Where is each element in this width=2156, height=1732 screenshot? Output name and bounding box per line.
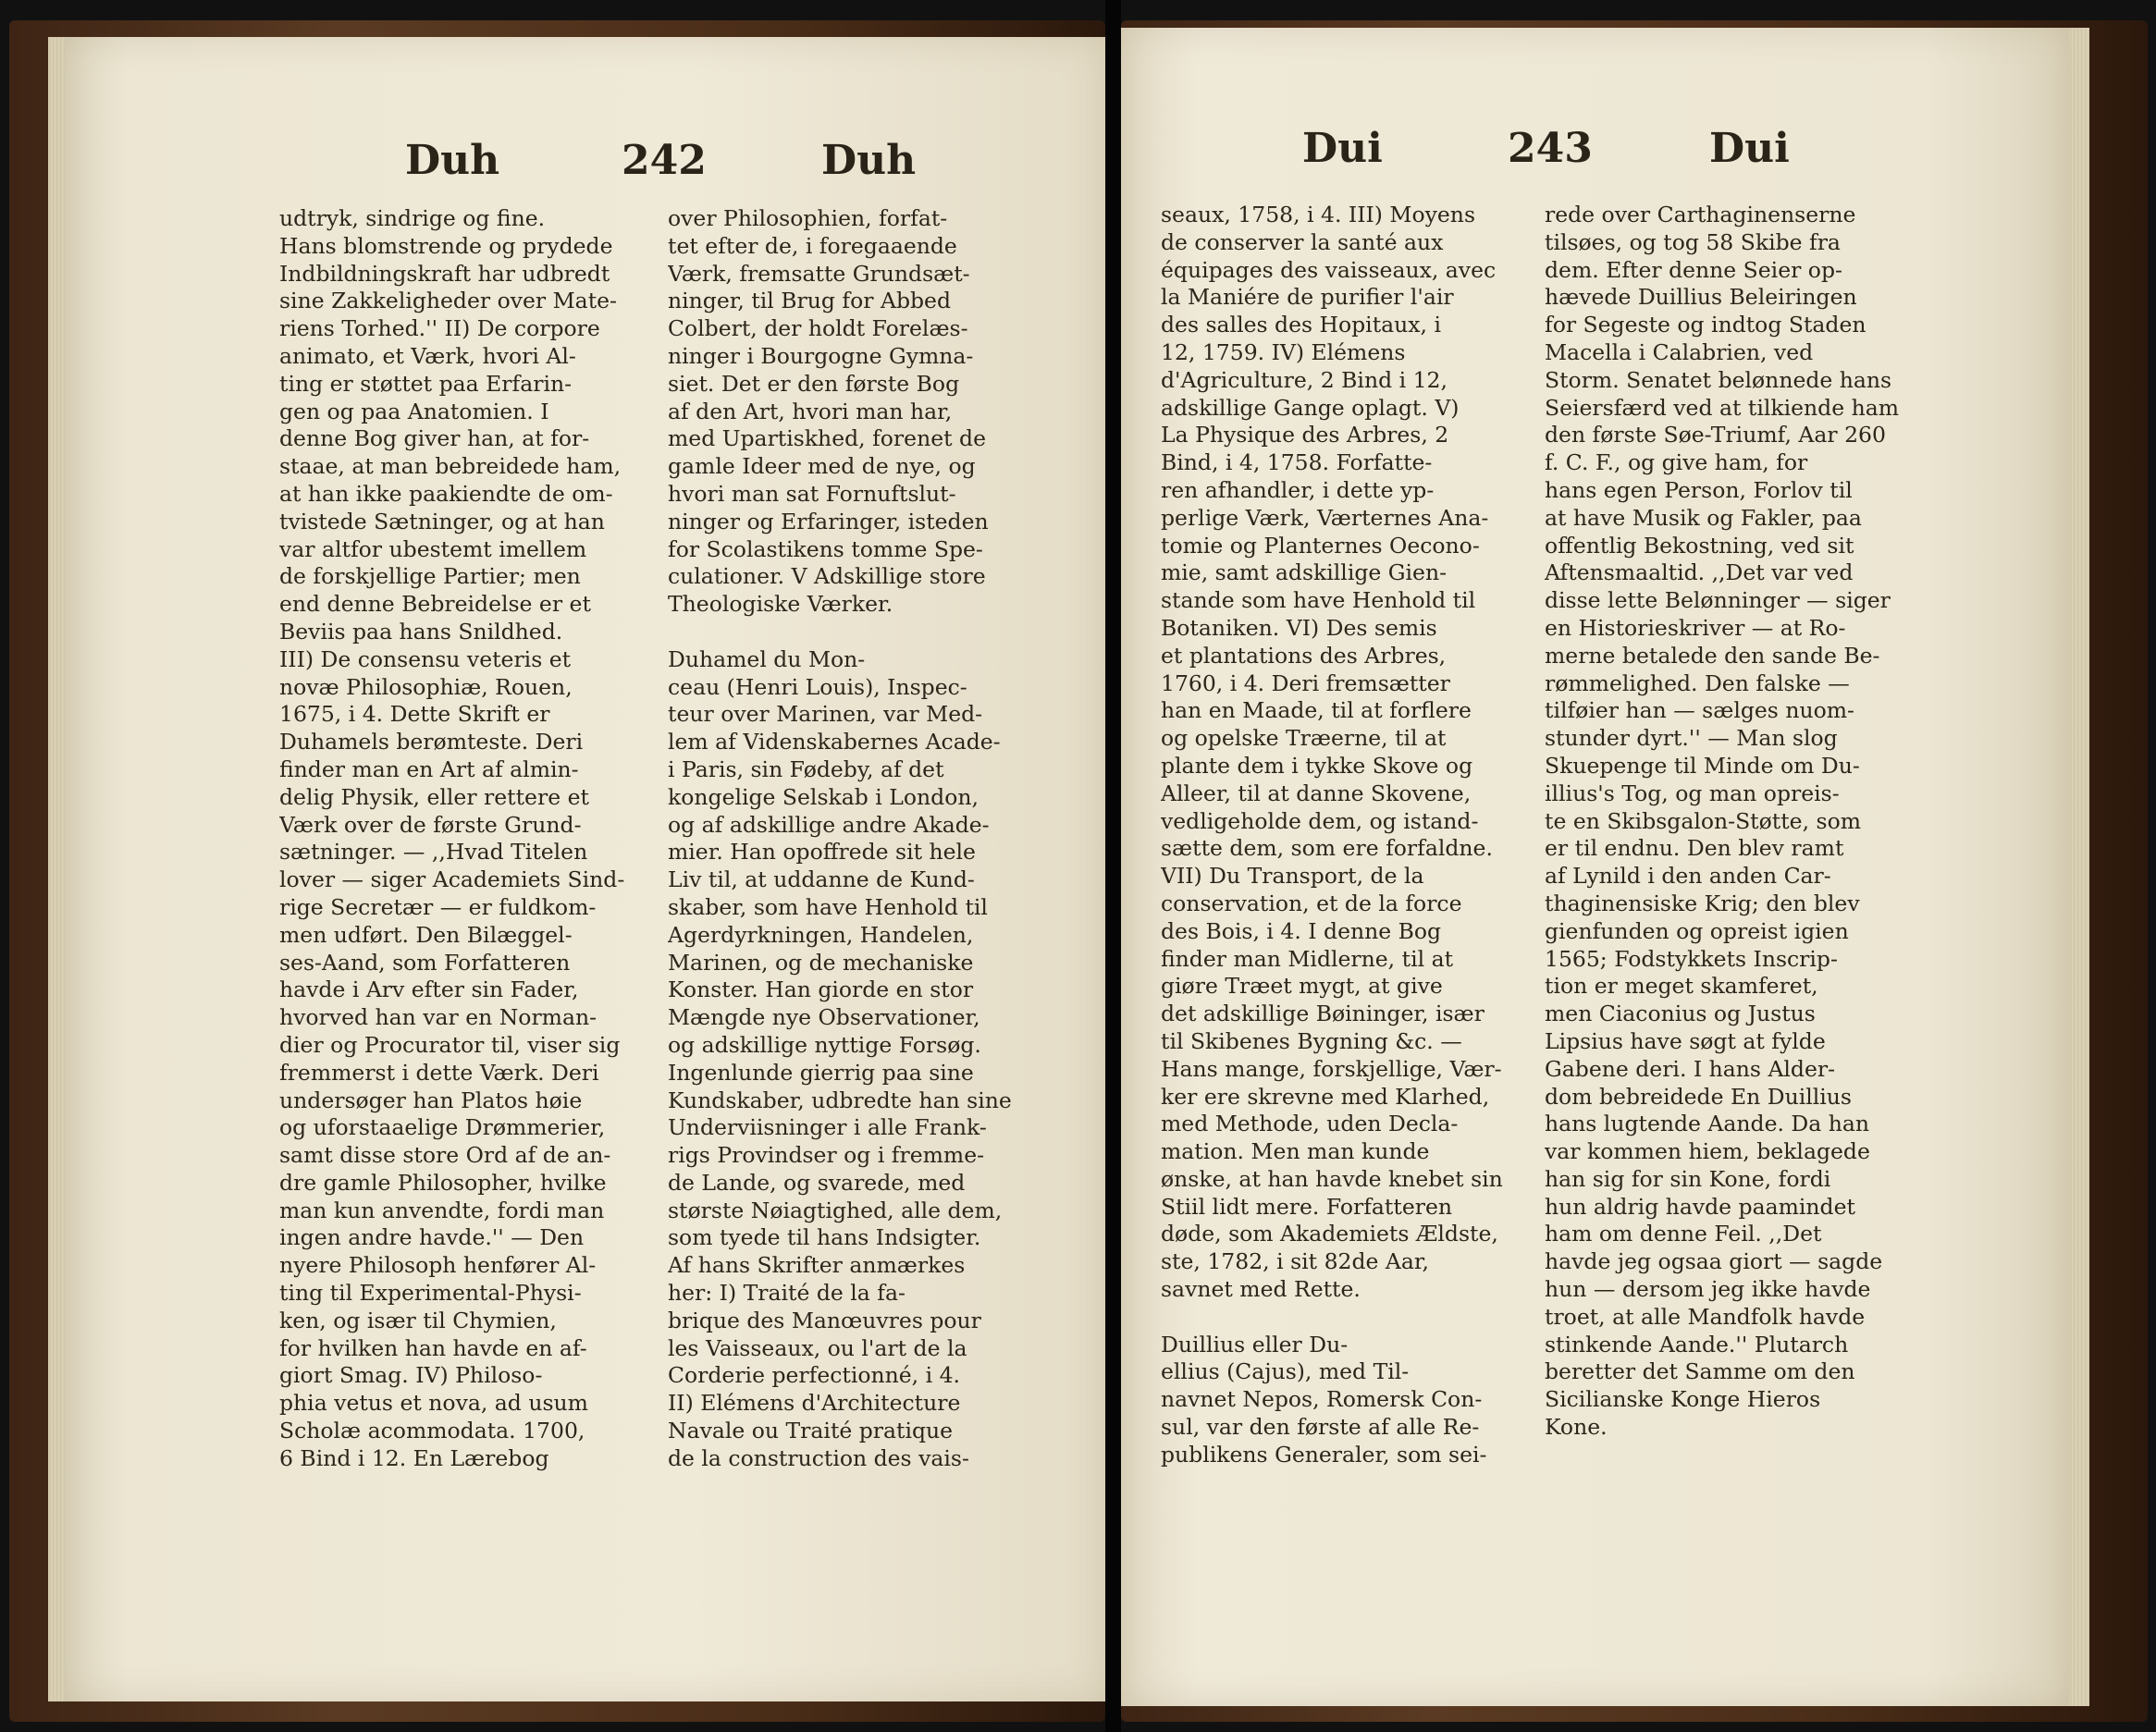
text-line: te en Skibsgalon-Støtte, som xyxy=(1545,807,1862,834)
text-line: sine Zakkeligheder over Mate- xyxy=(279,288,617,314)
text-line: Seiersfærd ved at tilkiende ham xyxy=(1545,394,1899,421)
text-line: Indbildningskraft har udbredt xyxy=(279,260,610,287)
text-line: Aftensmaaltid. ,,Det var ved xyxy=(1545,559,1854,586)
left-page-number: 242 xyxy=(622,137,707,184)
text-line: tomie og Planternes Oecono- xyxy=(1161,532,1480,559)
text-line: Colbert, der holdt Forelæs- xyxy=(668,315,968,342)
text-line: ønske, at han havde knebet sin xyxy=(1161,1165,1503,1192)
text-line: adskillige Gange oplagt. V) xyxy=(1161,394,1460,421)
text-line: Liv til, at uddanne de Kund- xyxy=(668,866,975,893)
text-line: hans lugtende Aande. Da han xyxy=(1545,1111,1870,1137)
text-line: sætte dem, som ere forfaldne. xyxy=(1161,835,1493,862)
text-line: Gabene deri. I hans Alder- xyxy=(1545,1055,1836,1082)
text-line: hun aldrig havde paamindet xyxy=(1545,1193,1855,1220)
text-line: ninger i Bourgogne Gymna- xyxy=(668,342,974,369)
text-line: at have Musik og Fakler, paa xyxy=(1545,504,1862,531)
text-line: ses-Aand, som Forfatteren xyxy=(279,949,571,976)
text-line: og af adskillige andre Akade- xyxy=(668,811,990,838)
text-line: hvori man sat Fornuftslut- xyxy=(668,480,956,507)
text-line: équipages des vaisseaux, avec xyxy=(1161,256,1497,283)
text-line: nyere Philosoph henfører Al- xyxy=(279,1252,597,1279)
text-line: Storm. Senatet belønnede hans xyxy=(1545,366,1892,393)
text-line: sul, var den første af alle Re- xyxy=(1161,1414,1480,1441)
text-line: plante dem i tykke Skove og xyxy=(1161,752,1473,779)
gutter xyxy=(1105,0,1121,1732)
text-line: staae, at man bebreidede ham, xyxy=(279,453,622,480)
text-line: ellius (Cajus), med Til- xyxy=(1161,1358,1410,1385)
text-line: II) Elémens d'Architecture xyxy=(668,1390,961,1417)
text-line xyxy=(668,619,1033,646)
text-line: rømmelighed. Den falske — xyxy=(1545,669,1850,696)
text-line: døde, som Akademiets Ældste, xyxy=(1161,1221,1498,1247)
text-line: hvorved han var en Norman- xyxy=(279,1004,598,1031)
text-line: siet. Det er den første Bog xyxy=(668,370,960,397)
text-line: som tyede til hans Indsigter. xyxy=(668,1224,981,1251)
text-line: undersøger han Platos høie xyxy=(279,1087,583,1113)
text-line: han en Maade, til at forflere xyxy=(1161,697,1472,724)
text-line: Duhamels berømteste. Deri xyxy=(279,729,584,755)
right-page-number: 243 xyxy=(1508,125,1593,172)
text-line: Botaniken. VI) Des semis xyxy=(1161,614,1437,641)
text-line: troet, at alle Mandfolk havde xyxy=(1545,1303,1866,1330)
text-line: Bind, i 4, 1758. Forfatte- xyxy=(1161,449,1433,476)
text-line: med Methode, uden Decla- xyxy=(1161,1111,1459,1137)
text-line: var altfor ubestemt imellem xyxy=(279,535,587,562)
text-line: des salles des Hopitaux, i xyxy=(1161,312,1441,338)
text-line: 1760, i 4. Deri fremsætter xyxy=(1161,669,1450,696)
text-line: VII) Du Transport, de la xyxy=(1161,863,1424,890)
text-line: han sig for sin Kone, fordi xyxy=(1545,1165,1831,1192)
left-header-right: Duh xyxy=(821,137,917,184)
text-line: hun — dersom jeg ikke havde xyxy=(1545,1276,1871,1303)
text-line: et plantations des Arbres, xyxy=(1161,642,1447,669)
text-line: fremmerst i dette Værk. Deri xyxy=(279,1059,599,1086)
text-line: ninger og Erfaringer, isteden xyxy=(668,508,989,534)
right-header-right: Dui xyxy=(1709,125,1790,172)
text-line: men Ciaconius og Justus xyxy=(1545,1001,1816,1027)
text-line: conservation, et de la force xyxy=(1161,890,1462,916)
text-line: gienfunden og opreist igien xyxy=(1545,917,1849,944)
text-line: vedligeholde dem, og istand- xyxy=(1161,807,1479,834)
right-page-column-2 xyxy=(1545,202,1915,1442)
text-line: kongelige Selskab i London, xyxy=(668,783,979,810)
text-line: havde jeg ogsaa giort — sagde xyxy=(1545,1248,1883,1275)
text-line: her: I) Traité de la fa- xyxy=(668,1280,906,1307)
text-line: offentlig Bekostning, ved sit xyxy=(1545,532,1854,559)
text-line: ting er støttet paa Erfarin- xyxy=(279,370,573,397)
text-line: Duillius eller Du- xyxy=(1161,1331,1349,1357)
text-line: man kun anvendte, fordi man xyxy=(279,1197,605,1223)
text-line: med Upartiskhed, forenet de xyxy=(668,425,986,452)
text-line: seaux, 1758, i 4. III) Moyens xyxy=(1161,202,1476,227)
left-page-column-1 xyxy=(279,205,654,1473)
text-line: er til endnu. Den blev ramt xyxy=(1545,835,1844,862)
text-line: Agerdyrkningen, Handelen, xyxy=(668,921,974,948)
text-line: Scholæ acommodata. 1700, xyxy=(279,1418,585,1444)
text-line: sætninger. — ,,Hvad Titelen xyxy=(279,839,588,866)
text-line: mie, samt adskillige Gien- xyxy=(1161,559,1448,586)
text-line: 6 Bind i 12. En Lærebog xyxy=(279,1444,549,1471)
text-line: Beviis paa hans Snildhed. xyxy=(279,618,563,645)
text-line: dier og Procurator til, viser sig xyxy=(279,1031,621,1058)
text-line: tet efter de, i foregaaende xyxy=(668,232,957,259)
text-line: teur over Marinen, var Med- xyxy=(668,701,983,728)
text-line: Alleer, til at danne Skovene, xyxy=(1161,780,1472,806)
text-line: de forskjellige Partier; men xyxy=(279,563,581,590)
text-line: navnet Nepos, Romersk Con- xyxy=(1161,1386,1483,1413)
text-line: denne Bog giver han, at for- xyxy=(279,425,590,452)
text-line: stinkende Aande.'' Plutarch xyxy=(1545,1331,1849,1357)
text-line: brique des Manœuvres pour xyxy=(668,1307,981,1333)
text-line: den første Søe-Triumf, Aar 260 xyxy=(1545,422,1886,448)
text-line: finder man Midlerne, til at xyxy=(1161,945,1454,972)
text-line: merne betalede den sande Be- xyxy=(1545,642,1880,669)
text-line: gamle Ideer med de nye, og xyxy=(668,453,976,480)
text-line: Macella i Calabrien, ved xyxy=(1545,338,1814,365)
text-line: riens Torhed.'' II) De corpore xyxy=(279,315,600,342)
text-line: disse lette Belønninger — siger xyxy=(1545,587,1891,614)
text-line: gen og paa Anatomien. I xyxy=(279,398,549,424)
text-line: savnet med Rette. xyxy=(1161,1276,1361,1303)
left-page-column-2 xyxy=(668,205,1033,1473)
text-line: de conserver la santé aux xyxy=(1161,228,1444,255)
text-line: thaginensiske Krig; den blev xyxy=(1545,890,1860,916)
text-line: og adskillige nyttige Forsøg. xyxy=(668,1031,981,1058)
text-line: mier. Han opoffrede sit hele xyxy=(668,839,976,866)
text-line: beretter det Samme om den xyxy=(1545,1358,1855,1385)
text-line: og opelske Træerne, til at xyxy=(1161,725,1447,752)
text-line: ste, 1782, i sit 82de Aar, xyxy=(1161,1248,1429,1275)
text-line: mation. Men man kunde xyxy=(1161,1138,1430,1165)
text-line: Lipsius have søgt at fylde xyxy=(1545,1027,1826,1054)
text-line: III) De consensu veteris et xyxy=(279,645,572,672)
text-line: tvistede Sætninger, og at han xyxy=(279,508,605,534)
text-line: Værk, fremsatte Grundsæt- xyxy=(668,260,970,287)
text-line: end denne Bebreidelse er et xyxy=(279,591,591,618)
text-line: de la construction des vais- xyxy=(668,1444,969,1471)
text-line: giøre Træet mygt, at give xyxy=(1161,973,1443,1000)
text-line: for hvilken han havde en af- xyxy=(279,1334,587,1361)
text-line: animato, et Værk, hvori Al- xyxy=(279,342,576,369)
text-line: dom bebreidede En Duillius xyxy=(1545,1083,1852,1110)
text-line: Mængde nye Observationer, xyxy=(668,1004,980,1031)
text-line: Navale ou Traité pratique xyxy=(668,1418,954,1444)
text-line: for Scolastikens tomme Spe- xyxy=(668,535,983,562)
text-line: La Physique des Arbres, 2 xyxy=(1161,422,1449,448)
text-line: men udført. Den Bilæggel- xyxy=(279,921,573,948)
text-line: ken, og især til Chymien, xyxy=(279,1307,557,1333)
text-line: f. C. F., og give ham, for xyxy=(1545,449,1808,476)
text-line: Hans blomstrende og prydede xyxy=(279,232,613,259)
left-header-left: Duh xyxy=(405,137,500,184)
text-line: d'Agriculture, 2 Bind i 12, xyxy=(1161,366,1448,393)
text-line: ninger, til Brug for Abbed xyxy=(668,288,951,314)
text-line: Corderie perfectionné, i 4. xyxy=(668,1362,961,1389)
text-line: ceau (Henri Louis), Inspec- xyxy=(668,673,967,700)
text-line: Kundskaber, udbredte han sine xyxy=(668,1087,1012,1113)
text-line: ker ere skrevne med Klarhed, xyxy=(1161,1083,1490,1110)
text-line: 1565; Fodstykkets Inscrip- xyxy=(1545,945,1838,972)
right-header-left: Dui xyxy=(1302,125,1383,172)
text-line: af den Art, hvori man har, xyxy=(668,398,953,424)
text-line: lover — siger Academiets Sind- xyxy=(279,866,625,893)
text-line: finder man en Art af almin- xyxy=(279,755,579,782)
text-line: hævede Duillius Beleiringen xyxy=(1545,284,1857,311)
text-line: de Lande, og svarede, med xyxy=(668,1169,966,1196)
text-line: les Vaisseaux, ou l'art de la xyxy=(668,1334,967,1361)
text-line: lem af Videnskabernes Acade- xyxy=(668,729,1001,755)
text-line: delig Physik, eller rettere et xyxy=(279,783,589,810)
text-line: des Bois, i 4. I denne Bog xyxy=(1161,917,1442,944)
text-line: la Maniére de purifier l'air xyxy=(1161,284,1454,311)
text-line: 1675, i 4. Dette Skrift er xyxy=(279,701,550,728)
text-line: Af hans Skrifter anmærkes xyxy=(668,1252,966,1279)
text-line: illius's Tog, og man opreis- xyxy=(1545,780,1840,806)
text-line: perlige Værk, Værternes Ana- xyxy=(1161,504,1489,531)
text-line xyxy=(1161,1304,1529,1332)
text-line: Sicilianske Konge Hieros xyxy=(1545,1386,1821,1413)
text-line: Værk over de første Grund- xyxy=(279,811,582,838)
text-line: stunder dyrt.'' — Man slog xyxy=(1545,725,1838,752)
text-line: skaber, som have Henhold til xyxy=(668,893,988,920)
text-line: culationer. V Adskillige store xyxy=(668,563,986,590)
text-line: rede over Carthaginenserne xyxy=(1545,202,1856,227)
text-line: phia vetus et nova, ad usum xyxy=(279,1390,588,1417)
text-line: giort Smag. IV) Philoso- xyxy=(279,1362,543,1389)
text-line: det adskillige Bøininger, især xyxy=(1161,1001,1485,1027)
text-line: dre gamle Philosopher, hvilke xyxy=(279,1169,607,1196)
text-line: novæ Philosophiæ, Rouen, xyxy=(279,673,573,700)
text-line: hans egen Person, Forlov til xyxy=(1545,476,1853,503)
text-line: havde i Arv efter sin Fader, xyxy=(279,977,579,1003)
text-line: i Paris, sin Fødeby, af det xyxy=(668,755,944,782)
text-line: Ingenlunde gierrig paa sine xyxy=(668,1059,974,1086)
text-line: rige Secretær — er fuldkom- xyxy=(279,893,597,920)
text-line: Stiil lidt mere. Forfatteren xyxy=(1161,1193,1453,1220)
text-line: samt disse store Ord af de an- xyxy=(279,1142,611,1169)
text-line: Duhamel du Mon- xyxy=(668,645,866,672)
text-line: udtryk, sindrige og fine. xyxy=(279,205,546,231)
text-line: var kommen hiem, beklagede xyxy=(1545,1138,1870,1165)
text-line: en Historieskriver — at Ro- xyxy=(1545,614,1846,641)
text-line: at han ikke paakiendte de om- xyxy=(279,480,613,507)
text-line: 12, 1759. IV) Elémens xyxy=(1161,338,1406,365)
text-line: største Nøiagtighed, alle dem, xyxy=(668,1197,1003,1223)
text-line: dem. Efter denne Seier op- xyxy=(1545,256,1842,283)
text-line: og uforstaaelige Drømmerier, xyxy=(279,1114,606,1141)
text-line: ren afhandler, i dette yp- xyxy=(1161,476,1435,503)
text-line: over Philosophien, forfat- xyxy=(668,205,948,231)
text-line: tion er meget skamferet, xyxy=(1545,973,1818,1000)
text-line: Konster. Han giorde en stor xyxy=(668,977,974,1003)
right-page-column-1 xyxy=(1161,202,1529,1469)
text-line: for Segeste og indtog Staden xyxy=(1545,312,1866,338)
text-line: ting til Experimental-Physi- xyxy=(279,1280,582,1307)
text-line: ham om denne Feil. ,,Det xyxy=(1545,1221,1822,1247)
text-line: Hans mange, forskjellige, Vær- xyxy=(1161,1055,1502,1082)
text-line: af Lynild i den anden Car- xyxy=(1545,863,1831,890)
text-line: Skuepenge til Minde om Du- xyxy=(1545,752,1860,779)
text-line: ingen andre havde.'' — Den xyxy=(279,1224,585,1251)
text-line: tilføier han — sælges nuom- xyxy=(1545,697,1854,724)
text-line: stande som have Henhold til xyxy=(1161,587,1476,614)
text-line: Marinen, og de mechaniske xyxy=(668,949,974,976)
text-line: publikens Generaler, som sei- xyxy=(1161,1441,1487,1468)
text-line: Theologiske Værker. xyxy=(668,591,893,618)
text-line: tilsøes, og tog 58 Skibe fra xyxy=(1545,228,1841,255)
text-line: til Skibenes Bygning &c. — xyxy=(1161,1027,1462,1054)
text-line: Underviisninger i alle Frank- xyxy=(668,1114,987,1141)
text-line: rigs Provindser og i fremme- xyxy=(668,1142,985,1169)
right-page-edges xyxy=(2069,28,2089,1706)
text-line: Kone. xyxy=(1545,1414,1608,1441)
